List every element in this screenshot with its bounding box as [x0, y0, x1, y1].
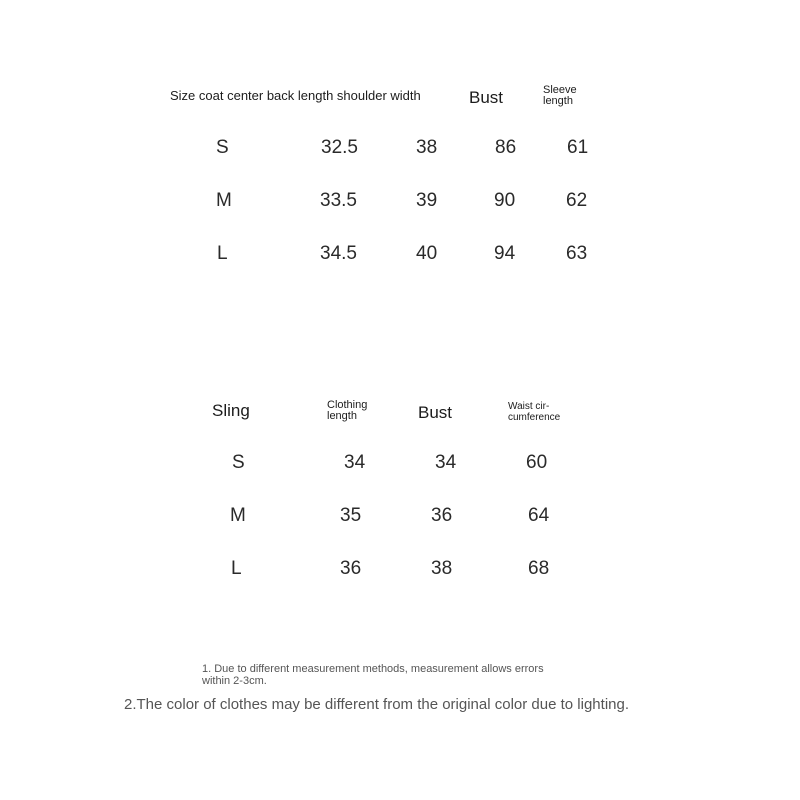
table-cell-waist: 68	[528, 558, 550, 579]
note-measurement-error-line2: within 2-3cm.	[202, 675, 267, 687]
table-cell-size: S	[232, 452, 245, 473]
table-cell-back-length: 34.5	[320, 243, 357, 264]
table-cell-shoulder: 39	[416, 190, 438, 211]
coat-header-sleeve-line1: Sleeve	[543, 84, 577, 96]
table-cell-waist: 60	[526, 452, 548, 473]
table-cell-bust: 34	[435, 452, 457, 473]
table-cell-sleeve: 61	[567, 137, 589, 158]
table-cell-back-length: 33.5	[320, 190, 357, 211]
table-cell-shoulder: 40	[416, 243, 438, 264]
table-cell-waist: 64	[528, 505, 550, 526]
coat-header-bust: Bust	[469, 88, 504, 107]
table-cell-size: M	[230, 505, 246, 526]
table-cell-length: 35	[340, 505, 362, 526]
table-cell-bust: 94	[494, 243, 516, 264]
table-cell-length: 36	[340, 558, 362, 579]
sling-header-waist-line2: cumference	[508, 412, 561, 423]
table-cell-shoulder: 38	[416, 137, 438, 158]
table-cell-size: L	[217, 243, 228, 264]
table-cell-bust: 86	[495, 137, 517, 158]
table-cell-bust: 90	[494, 190, 516, 211]
coat-header-sleeve-line2: length	[543, 95, 573, 107]
sling-header-waist-line1: Waist cir-	[508, 401, 550, 412]
note-measurement-error-line1: 1. Due to different measurement methods, measurement allows errors	[202, 663, 544, 675]
table-cell-size: M	[216, 190, 232, 211]
sling-header-length-line1: Clothing	[327, 399, 368, 411]
note-color-difference: 2.The color of clothes may be different from the original color due to lighting.	[124, 696, 629, 713]
coat-header-size-combined: Size coat center back length shoulder width	[170, 88, 421, 103]
table-cell-length: 34	[344, 452, 366, 473]
table-cell-bust: 38	[431, 558, 453, 579]
table-cell-sleeve: 62	[566, 190, 588, 211]
sling-header-size: Sling	[212, 401, 250, 420]
table-cell-bust: 36	[431, 505, 453, 526]
table-cell-sleeve: 63	[566, 243, 588, 264]
sling-header-bust: Bust	[418, 403, 453, 422]
table-cell-size: L	[231, 558, 242, 579]
sling-header-length-line2: length	[327, 410, 357, 422]
table-cell-size: S	[216, 137, 229, 158]
table-cell-back-length: 32.5	[321, 137, 358, 158]
